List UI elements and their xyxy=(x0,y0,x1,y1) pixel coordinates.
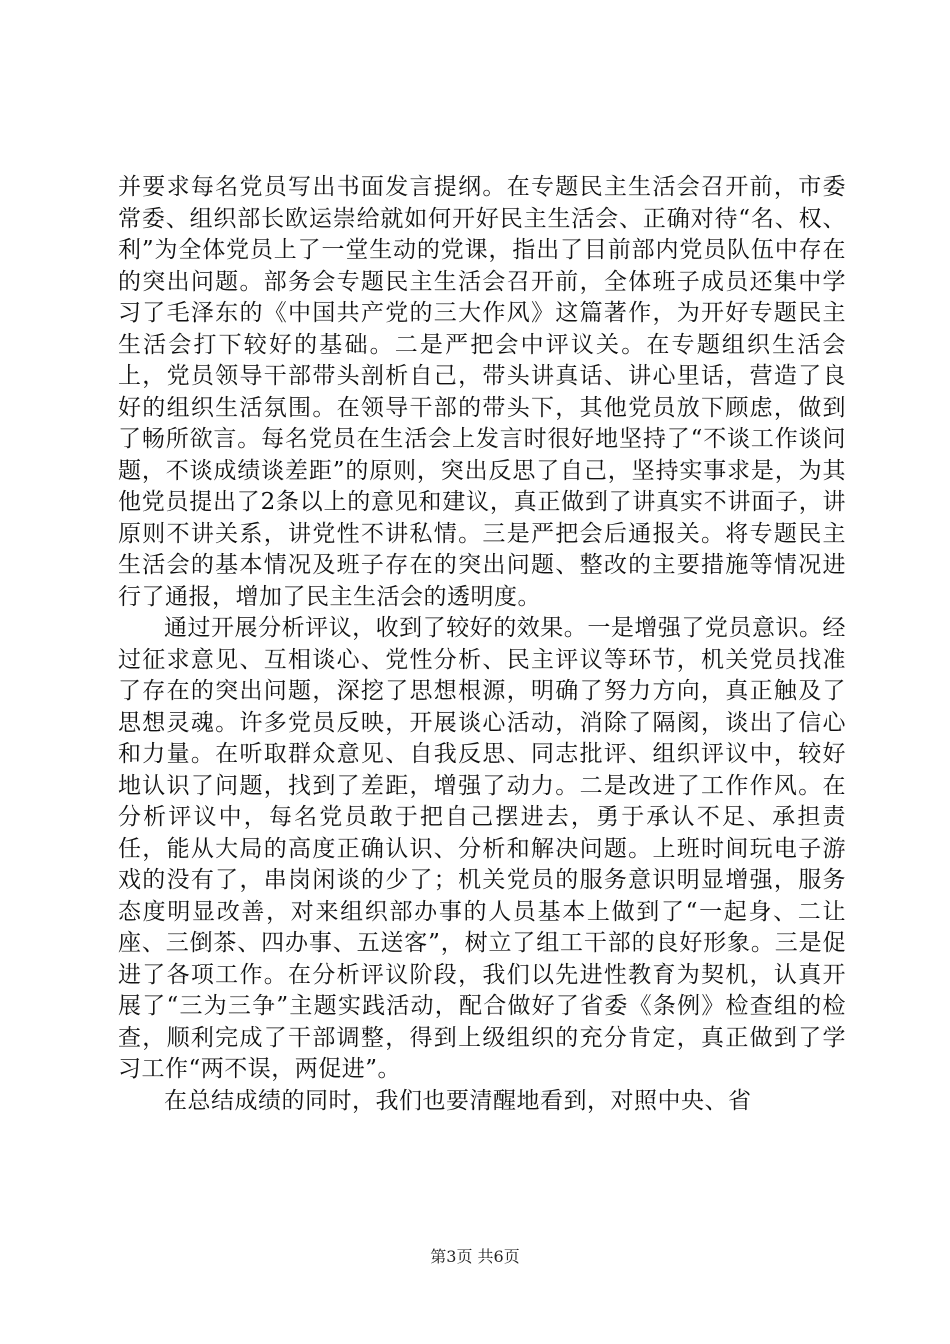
page-number-footer: 第3页 共6页 xyxy=(430,1247,520,1266)
paragraph-2: 通过开展分析评议，收到了较好的效果。一是增强了党员意识。经过征求意见、互相谈心、党性分析、民主评议等环节，机关党员找准了存在的突出问题，深挖了思想根源，明确了努力方向，真正触及了思想灵魂。许多党员反映，开展谈心活动，消除了隔阂，谈出了信心和力量。在听取群众意见、自我反思、同志批评、组织评议中，较好地认识了问题，找到了差距，增强了动力。二是改进了工作作风。在分析评议中，每名党员敢于把自己摆进去，勇于承认不足、承担责任，能从大局的高度正确认识、分析和解决问题。上班时间玩电子游戏的没有了，串岗闲谈的少了；机关党员的服务意识明显增强，服务态度明显改善，对来组织部办事的人员基本上做到了“一起身、二让座、三倒茶、四办事、五送客”，树立了组工干部的良好形象。三是促进了各项工作。在分析评议阶段，我们以先进性教育为契机，认真开展了“三为三争”主题实践活动，配合做好了省委《条例》检查组的检查，顺利完成了干部调整，得到上级组织的充分肯定，真正做到了学习工作“两不误，两促进”。 xyxy=(118,615,846,1082)
paragraph-1: 并要求每名党员写出书面发言提纲。在专题民主生活会召开前，市委常委、组织部长欧运崇给就如何开好民主生活会、正确对待“名、权、利”为全体党员上了一堂生动的党课，指出了目前部内党员队伍中存在的突出问题。部务会专题民主生活会召开前，全体班子成员还集中学习了毛泽东的《中国共产党的三大作风》这篇著作，为开好专题民主生活会打下较好的基础。二是严把会中评议关。在专题组织生活会上，党员领导干部带头剖析自己，带头讲真话、讲心里话，营造了良好的组织生活氛围。在领导干部的带头下，其他党员放下顾虑，做到了畅所欲言。每名党员在生活会上发言时很好地坚持了“不谈工作谈问题，不谈成绩谈差距”的原则，突出反思了自己，坚持实事求是，为其他党员提出了2条以上的意见和建议，真正做到了讲真实不讲面子，讲原则不讲关系，讲党性不讲私情。三是严把会后通报关。将专题民主生活会的基本情况及班子存在的突出问题、整改的主要措施等情况进行了通报，增加了民主生活会的透明度。 xyxy=(118,174,846,610)
document-body xyxy=(118,172,846,1117)
paragraph-3: 在总结成绩的同时，我们也要清醒地看到，对照中央、省 xyxy=(164,1087,752,1114)
